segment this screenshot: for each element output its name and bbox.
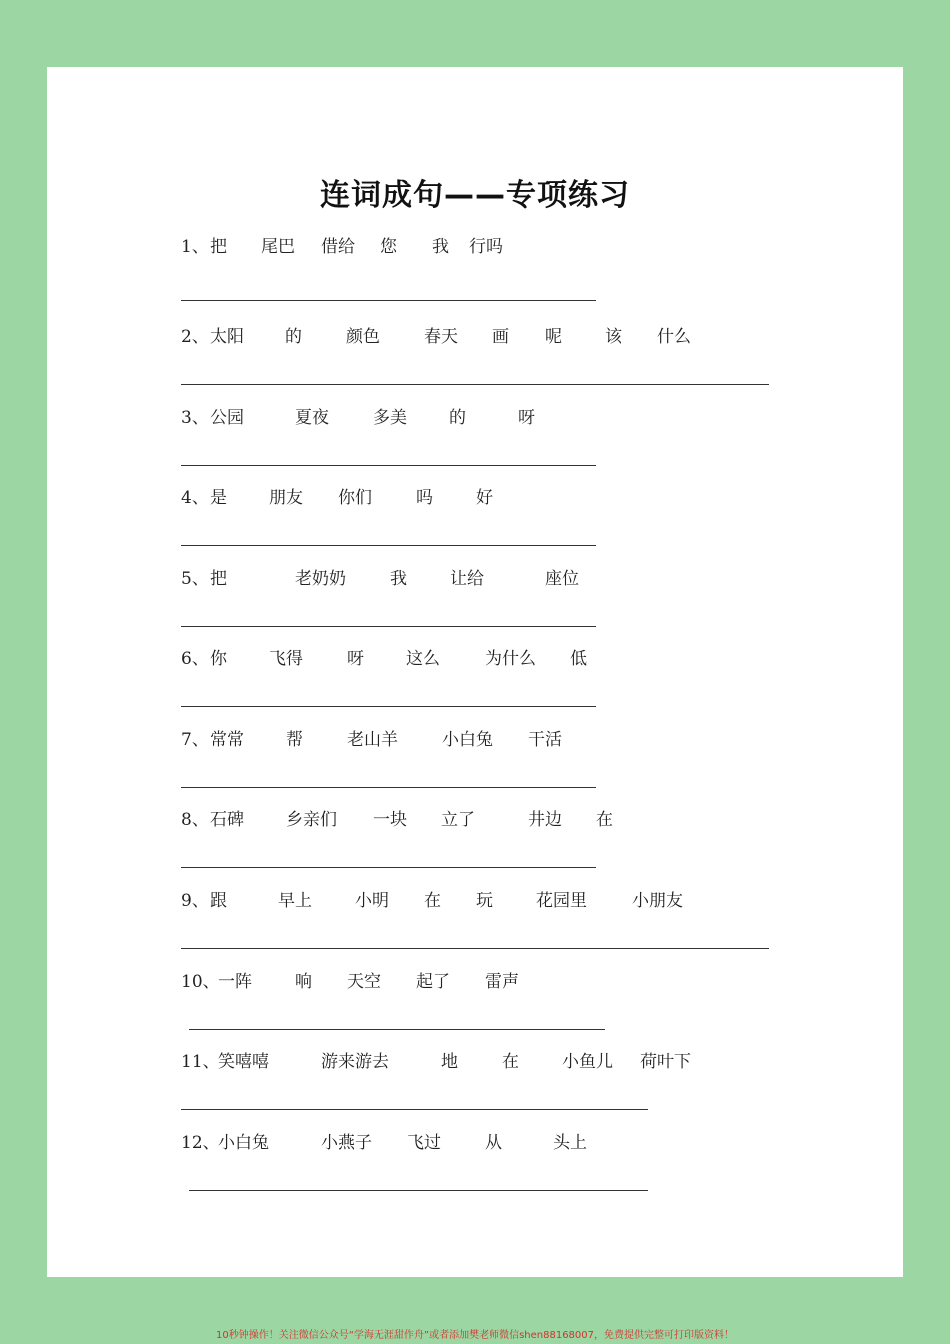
word-tile: 一阵 [218,972,252,992]
word-tile: 花园里 [536,891,587,911]
word-tile: 好 [476,488,493,508]
word-tile: 您 [380,237,397,257]
word-tile: 立了 [441,810,475,830]
word-tile: 的 [449,408,466,428]
question-number: 6、 [181,649,209,669]
word-tile: 一块 [373,810,407,830]
question-5 [0,567,950,591]
question-number: 2、 [181,327,209,347]
word-tile: 小朋友 [632,891,683,911]
word-tile: 借给 [321,237,355,257]
word-tile: 座位 [545,569,579,589]
question-number: 7、 [181,730,209,750]
question-8 [0,808,950,832]
word-tile: 在 [596,810,613,830]
word-tile: 小鱼儿 [562,1052,613,1072]
word-tile: 这么 [406,649,440,669]
word-tile: 呢 [545,327,562,347]
word-tile: 低 [570,649,587,669]
answer-line[interactable] [181,626,596,627]
word-tile: 在 [424,891,441,911]
word-tile: 我 [390,569,407,589]
word-tile: 井边 [528,810,562,830]
question-9 [0,889,950,913]
question-2 [0,325,950,349]
word-tile: 干活 [528,730,562,750]
word-tile: 小燕子 [321,1133,372,1153]
answer-line[interactable] [181,948,769,949]
answer-line[interactable] [181,706,596,707]
question-6 [0,647,950,671]
word-tile: 从 [485,1133,502,1153]
word-tile: 在 [502,1052,519,1072]
word-tile: 夏夜 [295,408,329,428]
word-tile: 太阳 [210,327,244,347]
word-tile: 什么 [657,327,691,347]
question-number: 10、 [181,972,220,992]
word-tile: 天空 [347,972,381,992]
answer-line[interactable] [181,384,769,385]
word-tile: 为什么 [485,649,536,669]
answer-line[interactable] [181,465,596,466]
answer-line[interactable] [181,300,596,301]
question-1 [0,235,950,259]
answer-line[interactable] [181,545,596,546]
question-number: 3、 [181,408,209,428]
question-number: 12、 [181,1133,220,1153]
word-tile: 帮 [286,730,303,750]
word-tile: 荷叶下 [640,1052,691,1072]
word-tile: 让给 [450,569,484,589]
word-tile: 早上 [278,891,312,911]
word-tile: 游来游去 [321,1052,389,1072]
word-tile: 吗 [416,488,433,508]
word-tile: 玩 [476,891,493,911]
word-tile: 响 [295,972,312,992]
question-number: 5、 [181,569,209,589]
question-number: 1、 [181,237,209,257]
word-tile: 起了 [416,972,450,992]
word-tile: 呀 [518,408,535,428]
word-tile: 呀 [347,649,364,669]
word-tile: 飞得 [269,649,303,669]
word-tile: 是 [210,488,227,508]
word-tile: 春天 [424,327,458,347]
word-tile: 把 [210,569,227,589]
word-tile: 颜色 [346,327,380,347]
word-tile: 常常 [210,730,244,750]
word-tile: 乡亲们 [286,810,337,830]
question-10 [0,970,950,994]
word-tile: 行吗 [469,237,503,257]
word-tile: 多美 [373,408,407,428]
word-tile: 地 [441,1052,458,1072]
word-tile: 老山羊 [347,730,398,750]
word-tile: 的 [285,327,302,347]
question-number: 8、 [181,810,209,830]
question-12 [0,1131,950,1155]
question-4 [0,486,950,510]
word-tile: 跟 [210,891,227,911]
answer-line[interactable] [181,1109,648,1110]
page-title: 连词成句——专项练习 [320,178,630,213]
question-3 [0,406,950,430]
word-tile: 小白兔 [218,1133,269,1153]
answer-line[interactable] [189,1190,648,1191]
word-tile: 小明 [355,891,389,911]
question-number: 11、 [181,1052,220,1072]
word-tile: 该 [605,327,622,347]
answer-line[interactable] [181,867,596,868]
word-tile: 你们 [338,488,372,508]
word-tile: 朋友 [269,488,303,508]
footer-notice: 10秒钟操作！关注微信公众号“学海无涯甜作舟”或者添加樊老师微信shen88168007，免费提供完整可打印版资料！ [215,1330,735,1341]
word-tile: 笑嘻嘻 [218,1052,269,1072]
word-tile: 石碑 [210,810,244,830]
word-tile: 雷声 [485,972,519,992]
word-tile: 老奶奶 [295,569,346,589]
word-tile: 画 [492,327,509,347]
word-tile: 头上 [553,1133,587,1153]
word-tile: 我 [432,237,449,257]
word-tile: 公园 [210,408,244,428]
word-tile: 你 [210,649,227,669]
question-11 [0,1050,950,1074]
answer-line[interactable] [189,1029,605,1030]
word-tile: 小白兔 [442,730,493,750]
word-tile: 把 [210,237,227,257]
question-number: 4、 [181,488,209,508]
question-7 [0,728,950,752]
answer-line[interactable] [181,787,596,788]
word-tile: 飞过 [407,1133,441,1153]
word-tile: 尾巴 [261,237,295,257]
question-number: 9、 [181,891,209,911]
